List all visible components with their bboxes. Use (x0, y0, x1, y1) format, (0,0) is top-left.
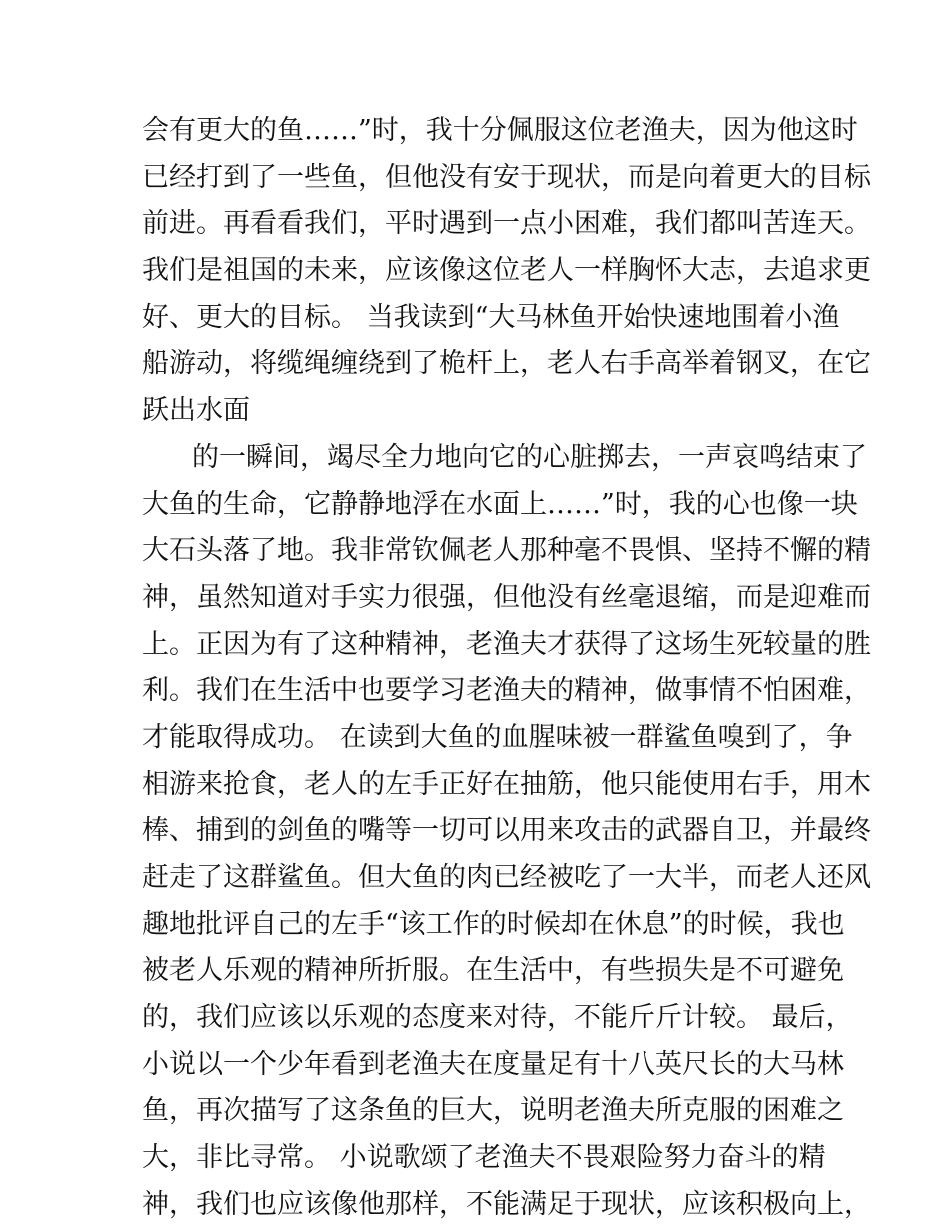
text-line: 的，我们应该以乐观的态度来对待，不能斤斤计较。 最后， (142, 1002, 853, 1034)
text-line: 已经打到了一些鱼，但他没有安于现状，而是向着更大的目标 (142, 161, 871, 193)
text-line: 趣地批评自己的左手“该工作的时候却在休息”的时候，我也 (142, 908, 845, 940)
text-line: 会有更大的鱼……”时，我十分佩服这位老渔夫，因为他这时 (142, 115, 858, 146)
text-line: 前进。再看看我们，平时遇到一点小困难，我们都叫苦连天。 (142, 208, 871, 240)
text-line-paragraph-start: 的一瞬间，竭尽全力地向它的心脏掷去，一声哀鸣结束了 (192, 441, 867, 473)
text-line: 好、更大的目标。 当我读到“大马林鱼开始快速地围着小渔 (142, 301, 840, 333)
text-line: 大石头落了地。我非常钦佩老人那种毫不畏惧、坚持不懈的精 (142, 535, 871, 567)
text-line: 神，虽然知道对手实力很强，但他没有丝毫退缩，而是迎难而 (142, 581, 871, 613)
text-line: 大鱼的生命，它静静地浮在水面上……”时，我的心也像一块 (142, 488, 858, 520)
text-line: 赶走了这群鲨鱼。但大鱼的肉已经被吃了一大半，而老人还风 (142, 862, 871, 893)
text-line: 才能取得成功。 在读到大鱼的血腥味被一群鲨鱼嗅到了，争 (142, 721, 853, 753)
text-line: 利。我们在生活中也要学习老渔夫的精神，做事情不怕困难， (142, 675, 871, 707)
text-line: 鱼，再次描写了这条鱼的巨大，说明老渔夫所克服的困难之 (142, 1095, 844, 1127)
text-line: 棒、捕到的剑鱼的嘴等一切可以用来攻击的武器自卫，并最终 (142, 815, 871, 847)
text-line: 神，我们也应该像他那样，不能满足于现状，应该积极向上， (142, 1188, 871, 1220)
text-line: 大，非比寻常。 小说歌颂了老渔夫不畏艰险努力奋斗的精 (142, 1142, 826, 1174)
text-line: 跃出水面 (142, 395, 250, 427)
text-line: 上。正因为有了这种精神，老渔夫才获得了这场生死较量的胜 (142, 628, 871, 660)
essay-text (142, 108, 871, 1229)
text-line: 被老人乐观的精神所折服。在生活中，有些损失是不可避免 (142, 955, 844, 987)
text-line: 小说以一个少年看到老渔夫在度量足有十八英尺长的大马林 (142, 1048, 844, 1080)
text-line: 我们是祖国的未来，应该像这位老人一样胸怀大志，去追求更 (142, 255, 871, 287)
text-line: 船游动，将缆绳缠绕到了桅杆上，老人右手高举着钢叉，在它 (142, 348, 871, 380)
text-line: 相游来抢食，老人的左手正好在抽筋，他只能使用右手，用木 (142, 768, 871, 800)
